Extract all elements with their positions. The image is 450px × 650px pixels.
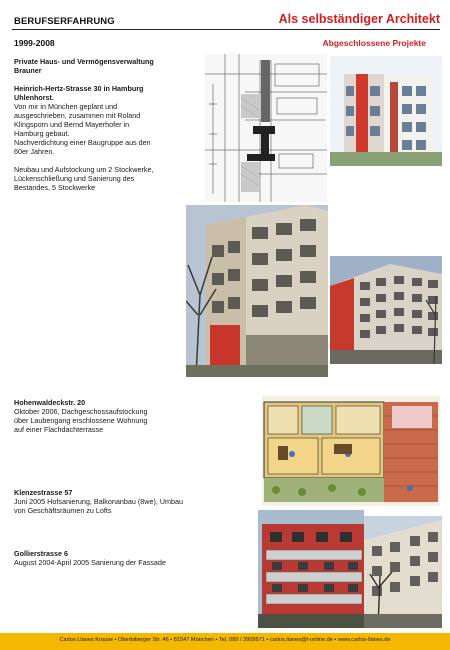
page-subtitle: Abgeschlossene Projekte	[322, 38, 426, 48]
project1-desc-line: Von mir in München geplant und	[14, 102, 118, 111]
project4-desc: August 2004-April 2005 Sanierung der Fassade	[14, 558, 166, 567]
project1-client-line1: Private Haus- und Vermögensverwaltung	[14, 57, 154, 66]
project3-text	[14, 488, 264, 515]
project4-name: Gollierstrasse 6	[14, 549, 68, 558]
project3-name: Klenzestrasse 57	[14, 488, 73, 497]
project2-name: Hohenwaldeckstr. 20	[14, 398, 86, 407]
project1-text	[14, 57, 214, 192]
facade-photo-balconies	[258, 510, 364, 628]
project2-desc-line: Oktober 2006, Dachgeschossaufstockung	[14, 407, 148, 416]
project1-address-line1: Heinrich-Hertz-Strasse 30 in Hamburg	[14, 84, 144, 93]
project2-desc-line: auf einer Flachdachterrasse	[14, 425, 104, 434]
project3-desc-line: von Geschäftsräumen zu Lofts	[14, 506, 112, 515]
period-label: 1999-2008	[14, 38, 55, 48]
footer-bar	[0, 633, 450, 650]
footer-contact: Carlos Llanes Krause • Oberbiberger Str. 46 • 81547 München • Tel. 089 / 3909571 • carlos.llanes@t-online.de • www.carlos-llanes.de	[59, 637, 391, 643]
project1-scope-line: Bestandes, 5 Stockwerke	[14, 183, 96, 192]
building-photo-street	[330, 256, 442, 364]
project1-desc-line: 60er Jahren.	[14, 147, 55, 156]
section-drawing	[205, 54, 327, 202]
project2-desc-line: über Laubengang erschlossene Wohnung	[14, 416, 148, 425]
section-heading: BERUFSERFAHRUNG	[14, 16, 115, 27]
header-divider	[12, 29, 440, 30]
project1-address-line2: Uhlenhorst.	[14, 93, 54, 102]
project1-desc-line: Nachverdichtung einer Baugruppe aus den	[14, 138, 151, 147]
project3-desc-line: Juni 2005 Hofsanierung, Balkonanbau (8we), Umbau	[14, 497, 184, 506]
project1-scope-line: Lückenschließung und Sanierung des	[14, 174, 135, 183]
page-title: Als selbständiger Architekt	[278, 12, 440, 26]
floor-plan	[262, 396, 440, 506]
project1-desc-line: Klingsporn und Bernd Mayerhofer in	[14, 120, 130, 129]
project1-desc-line: ausgeschrieben, zusammen mit Roland	[14, 111, 141, 120]
project1-desc-line: Hamburg gebaut.	[14, 129, 70, 138]
facade-photo-street	[364, 516, 442, 628]
project2-text	[14, 398, 254, 434]
project1-scope-line: Neubau und Aufstockung um 2 Stockwerke,	[14, 165, 154, 174]
project1-client-line2: Brauner	[14, 66, 42, 75]
project4-text	[14, 549, 264, 567]
building-photo-main	[186, 205, 328, 377]
facade-rendering	[330, 56, 442, 166]
